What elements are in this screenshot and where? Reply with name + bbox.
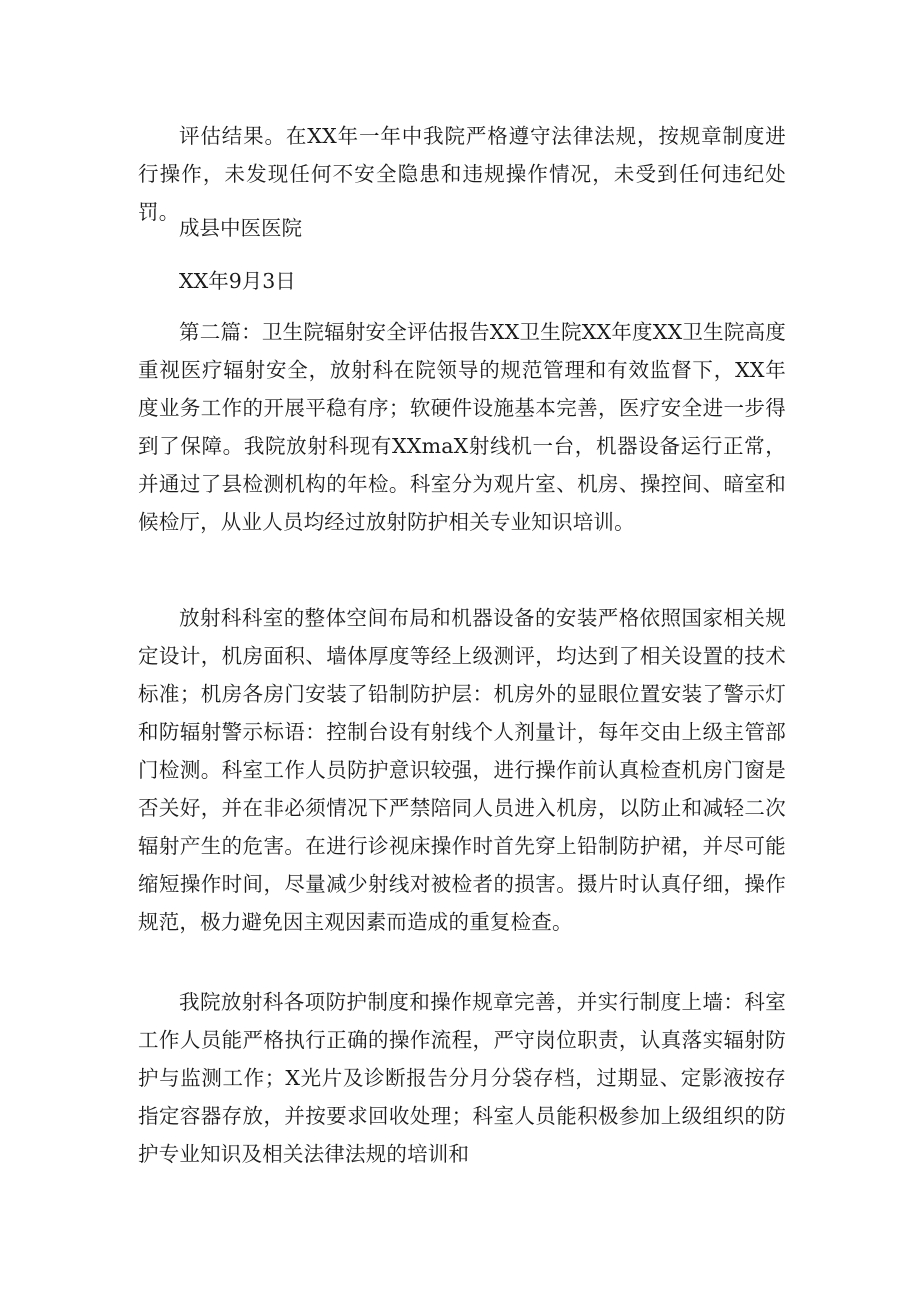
paragraph-second-report-intro: 第二篇：卫生院辐射安全评估报告XX卫生院XX年度XX卫生院高度重视医疗辐射安全，放射科在院领导的规范管理和有效监督下，XX年度业务工作的开展平稳有序；软硬件设施基本完善，医疗安全进一步得到了保障。我院放射科现有XXmaX射线机一台，机器设备运行正常，并通过了县检测机构的年检。科室分为观片室、机房、操控间、暗室和候检厅，从业人员均经过放射防护相关专业知识培训。 <box>138 320 786 534</box>
paragraph-protection-rules: 我院放射科各项防护制度和操作规章完善，并实行制度上墙：科室工作人员能严格执行正确的操作流程，严守岗位职责，认真落实辐射防护与监测工作；X光片及诊断报告分月分袋存档，过期显、定影液按存指定容器存放，并按要求回收处理；科室人员能积极参加上级组织的防护专业知识及相关法律法规的培训和 <box>138 990 786 1166</box>
paragraph-room-layout-protection: 放射科科室的整体空间布局和机器设备的安装严格依照国家相关规定设计，机房面积、墙体厚度等经上级测评，均达到了相关设置的技术标准；机房各房门安装了铅制防护层：机房外的显眼位置安装了警示灯和防辐射警示标语：控制台设有射线个人剂量计，每年交由上级主管部门检测。科室工作人员防护意识较强，进行操作前认真检查机房门窗是否关好，并在非必须情况下严禁陪同人员进入机房，以防止和减轻二次辐射产生的危害。在进行诊视床操作时首先穿上铅制防护裙，并尽可能缩短操作时间，尽量减少射线对被检者的损害。摄片时认真仔细，操作规范，极力避免因主观因素而造成的重复检查。 <box>138 606 786 934</box>
signature-date: XX年9月3日 <box>179 269 296 293</box>
paragraph-evaluation-result: 评估结果。在XX年一年中我院严格遵守法律法规，按规章制度进行操作，未发现任何不安全隐患和违规操作情况，未受到任何违纪处罚。 <box>138 124 786 224</box>
signature-organization: 成县中医医院 <box>179 216 302 240</box>
